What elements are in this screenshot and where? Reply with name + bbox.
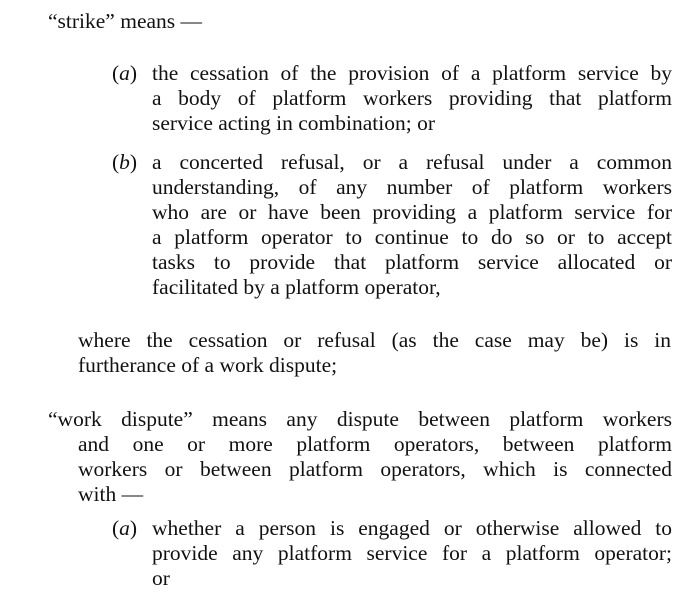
strike-item-a-text — [152, 61, 672, 136]
text-line: facilitated by a platform operator, — [152, 275, 441, 299]
work-dispute-definition — [48, 407, 672, 507]
text-line: understanding, of any number of platform workers — [152, 175, 672, 199]
text-line: service acting in combination; or — [152, 111, 435, 135]
text-line: workers or between platform operators, which is connected — [78, 457, 672, 481]
text-line: tasks to provide that platform service allocated or — [152, 250, 672, 274]
strike-definition-heading: “strike” means — — [48, 9, 203, 33]
work-dispute-item-a-number: (a) — [112, 516, 138, 540]
strike-item-a-number: (a) — [112, 61, 138, 85]
text-line: “work dispute” means any dispute between platform workers — [48, 407, 672, 431]
strike-definition-tail — [78, 328, 671, 378]
text-line: and one or more platform operators, between platform — [78, 432, 672, 456]
work-dispute-item-a-text — [152, 516, 672, 591]
text-line: a platform operator to continue to do so or to accept — [152, 225, 672, 249]
text-line: provide any platform service for a platform operator; — [152, 541, 672, 565]
strike-item-b-number: (b) — [112, 150, 138, 174]
text-line: a concerted refusal, or a refusal under a common — [152, 150, 672, 174]
text-line: a body of platform workers providing that platform — [152, 86, 672, 110]
text-line: where the cessation or refusal (as the case may be) is in — [78, 328, 671, 352]
text-line: with — — [78, 482, 144, 506]
text-line: the cessation of the provision of a platform service by — [152, 61, 672, 85]
text-line: furtherance of a work dispute; — [78, 353, 338, 377]
text-line: who are or have been providing a platform service for — [152, 200, 672, 224]
strike-item-b-text — [152, 150, 672, 300]
text-line: whether a person is engaged or otherwise allowed to — [152, 516, 672, 540]
text-line: or — [152, 566, 170, 590]
